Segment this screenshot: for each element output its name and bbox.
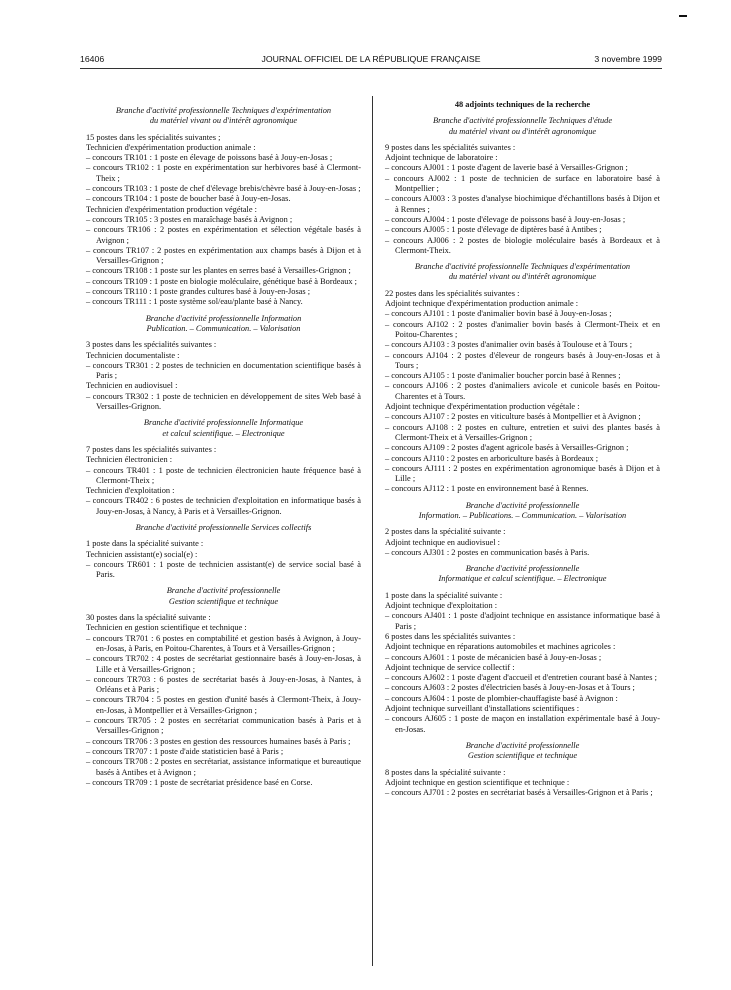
body-paragraph: Adjoint technique d'expérimentation production animale :	[385, 299, 579, 309]
body-paragraph: Adjoint technique de laboratoire :	[385, 153, 498, 163]
page-header	[80, 54, 662, 68]
body-paragraph: Technicien d'exploitation :	[86, 486, 175, 496]
branch-heading-line: Publication. – Communication. – Valorisation	[146, 323, 301, 333]
concours-item: – concours TR702 : 4 postes de secrétariat gestionnaire basés à Jouy-en-Josas, à Lille et à Versailles-Grignon ;	[86, 654, 361, 674]
page-number: 16406	[80, 54, 105, 64]
body-paragraph: Adjoint technique d'expérimentation production végétale :	[385, 402, 580, 412]
concours-item: – concours TR706 : 3 postes en gestion des ressources humaines basés à Paris ;	[86, 736, 351, 746]
body-paragraph: Adjoint technique en réparations automobiles et machines agricoles :	[385, 642, 616, 652]
concours-item: – concours AJ111 : 2 postes en expérimentation agronomique basés à Dijon et à Lille ;	[385, 463, 660, 484]
concours-item: – concours TR701 : 6 postes en comptabilité et gestion basés à Avignon, à Jouy-en-Josas, à Paris, en Poitou-Charentes, à Tours et à Versailles-Grignon ;	[86, 633, 361, 653]
body-paragraph: Technicien d'expérimentation production végétale :	[86, 204, 257, 214]
body-paragraph: 22 postes dans les spécialités suivantes :	[385, 288, 520, 298]
concours-item: – concours AJ103 : 3 postes d'animalier ovin basés à Toulouse et à Tours ;	[385, 340, 633, 350]
branch-heading	[385, 262, 660, 283]
concours-item: – concours TR110 : 1 poste grandes cultures basé à Jouy-en-Josas ;	[86, 287, 311, 297]
section-title: 48 adjoints techniques de la recherche	[454, 100, 591, 109]
concours-item: – concours AJ005 : 1 poste d'élevage de diptères basé à Antibes ;	[385, 225, 602, 235]
concours-item: – concours AJ601 : 1 poste de mécanicien basé à Jouy-en-Josas ;	[385, 652, 602, 662]
corner-mark	[679, 15, 687, 17]
branch-heading-line: Branche d'activité professionnelle Techniques d'étude	[432, 116, 613, 126]
concours-item: – concours AJ105 : 1 poste d'animalier boucher porcin basé à Rennes ;	[385, 371, 621, 381]
concours-item: – concours AJ301 : 2 postes en communication basés à Paris.	[385, 547, 590, 557]
concours-item: – concours TR301 : 2 postes de technicien en documentation scientifique basés à Paris ;	[86, 360, 361, 381]
concours-item: – concours TR101 : 1 poste en élevage de poissons basé à Jouy-en-Josas ;	[86, 153, 333, 163]
concours-item: – concours AJ603 : 2 postes d'électricien basés à Jouy-en-Josas et à Tours ;	[385, 683, 635, 693]
concours-item: – concours AJ604 : 1 poste de plombier-chauffagiste basé à Avignon :	[385, 693, 618, 703]
branch-heading-line: Branche d'activité professionnelle Techniques d'expérimentation	[115, 106, 332, 115]
concours-item: – concours TR709 : 1 poste de secrétariat présidence basé en Corse.	[86, 777, 313, 787]
branch-heading	[385, 564, 660, 585]
issue-date: 3 novembre 1999	[594, 54, 662, 64]
body-paragraph: 1 poste dans la spécialité suivante :	[86, 539, 204, 549]
concours-item: – concours TR703 : 6 postes de secrétariat basés à Jouy-en-Josas, à Nantes, à Orléans et à Paris ;	[86, 674, 361, 695]
column-divider	[372, 96, 373, 966]
body-paragraph: Technicien en gestion scientifique et technique :	[86, 623, 247, 633]
concours-item: – concours AJ002 : 1 poste de technicien de surface en laboratoire basé à Montpellier ;	[385, 173, 660, 194]
branch-heading	[86, 314, 361, 335]
concours-item: – concours AJ108 : 2 postes en culture, entretien et suivi des plantes basés à Clermont-Theix et à Versailles-Grignon ;	[385, 422, 660, 442]
concours-item: – concours TR705 : 2 postes en secrétariat communication basés à Paris et à Versailles-Grignon ;	[86, 716, 361, 736]
body-paragraph: 9 postes dans les spécialités suivantes :	[385, 142, 516, 152]
branch-heading-line: Information. – Publications. – Communication. – Valorisation	[418, 510, 627, 520]
body-paragraph: Adjoint technique d'exploitation :	[385, 601, 498, 611]
body-paragraph: Adjoint technique en gestion scientifique et technique :	[385, 777, 570, 787]
left-column	[86, 100, 361, 788]
concours-item: – concours AJ104 : 2 postes d'éleveur de rongeurs basés à Jouy-en-Josas et à Tours ;	[385, 350, 660, 370]
concours-item: – concours AJ006 : 2 postes de biologie moléculaire basés à Bordeaux et à Clermont-Theix.	[385, 235, 660, 255]
branch-heading-line: du matériel vivant ou d'intérêt agronomique	[149, 116, 298, 126]
branch-heading-line: Informatique et calcul scientifique. – Electronique	[438, 574, 607, 584]
body-paragraph: Technicien en audiovisuel :	[86, 381, 178, 391]
body-paragraph: Adjoint technique en audiovisuel :	[385, 537, 500, 547]
branch-heading-line: Branche d'activité professionnelle Informatique	[143, 418, 304, 428]
branch-heading-line: Gestion scientifique et technique	[467, 751, 578, 761]
concours-item: – concours TR704 : 5 postes en gestion d'unité basés à Clermont-Theix, à Jouy-en-Josas, à Montpellier et à Versailles-Grignon ;	[86, 695, 361, 715]
branch-heading-line: Branche d'activité professionnelle	[465, 564, 580, 574]
body-paragraph: 3 postes dans les spécialités suivantes :	[86, 340, 217, 350]
concours-item: – concours AJ602 : 1 poste d'agent d'accueil et d'entretien courant basé à Nantes ;	[385, 673, 657, 683]
concours-item: – concours AJ109 : 2 postes d'agent agricole basés à Versailles-Grignon ;	[385, 443, 629, 453]
concours-item: – concours TR302 : 1 poste de technicien en développement de sites Web basé à Versailles-Grignon.	[86, 391, 361, 412]
body-paragraph: Technicien électronicien :	[86, 455, 173, 465]
concours-item: – concours TR106 : 2 postes en expérimentation et sélection végétale basés à Avignon ;	[86, 225, 361, 245]
journal-title: JOURNAL OFFICIEL DE LA RÉPUBLIQUE FRANÇAISE	[261, 54, 481, 64]
concours-item: – concours TR401 : 1 poste de technicien électronicien haute fréquence basé à Clermont-Theix ;	[86, 465, 361, 485]
concours-item: – concours TR402 : 6 postes de technicien d'exploitation en informatique basés à Jouy-en-Josas, à Nancy, à Paris et à Versailles-Grignon.	[86, 496, 361, 516]
concours-item: – concours TR111 : 1 poste système sol/eau/plante basé à Nancy.	[86, 297, 303, 307]
concours-item: – concours AJ003 : 3 postes d'analyse biochimique d'échantillons basés à Dijon et à Rennes ;	[385, 194, 660, 214]
body-paragraph: Technicien d'expérimentation production animale :	[86, 142, 256, 152]
concours-item: – concours TR109 : 1 poste en biologie moléculaire, génétique basé à Bordeaux ;	[86, 276, 357, 286]
branch-heading-line: Branche d'activité professionnelle	[465, 740, 580, 750]
concours-item: – concours AJ102 : 2 postes d'animalier bovin basés à Clermont-Theix et en Poitou-Charentes ;	[385, 319, 660, 339]
body-paragraph: 6 postes dans les spécialités suivantes :	[385, 631, 516, 641]
branch-heading-line: et calcul scientifique. – Electronique	[162, 428, 285, 438]
header-rule	[80, 68, 662, 69]
concours-item: – concours AJ605 : 1 poste de maçon en installation expérimentale basé à Jouy-en-Josas.	[385, 714, 660, 734]
concours-item: – concours AJ701 : 2 postes en secrétariat basés à Versailles-Grignon et à Paris ;	[385, 788, 653, 798]
concours-item: – concours TR104 : 1 poste de boucher basé à Jouy-en-Josas.	[86, 194, 291, 204]
concours-item: – concours TR707 : 1 poste d'aide statisticien basé à Paris ;	[86, 746, 284, 756]
branch-heading-line: du matériel vivant ou d'intérêt agronomique	[448, 272, 597, 282]
concours-item: – concours AJ004 : 1 poste d'élevage de poissons basé à Jouy-en-Josas ;	[385, 214, 626, 224]
branch-heading-line: Branche d'activité professionnelle Information	[145, 313, 302, 323]
concours-item: – concours TR105 : 3 postes en maraîchage basés à Avignon ;	[86, 214, 293, 224]
branch-heading-line: Branche d'activité professionnelle Services collectifs	[135, 522, 312, 532]
body-paragraph: Adjoint technique surveillant d'installations scientifiques :	[385, 704, 580, 714]
concours-item: – concours AJ401 : 1 poste d'adjoint technique en assistance informatique basé à Paris ;	[385, 611, 660, 631]
branch-heading	[86, 106, 361, 127]
body-paragraph: Technicien assistant(e) social(e) :	[86, 549, 198, 559]
concours-item: – concours TR708 : 2 postes en secrétariat, assistance informatique et bureautique basés à Antibes et à Avignon ;	[86, 757, 361, 777]
concours-item: – concours TR102 : 1 poste en expérimentation sur herbivores basé à Clermont-Theix ;	[86, 163, 361, 183]
concours-item: – concours AJ106 : 2 postes d'animaliers avicole et cunicole basés en Poitou-Charentes et à Tours.	[385, 381, 660, 401]
body-paragraph: 8 postes dans la spécialité suivante :	[385, 767, 506, 777]
body-paragraph: 1 poste dans la spécialité suivante :	[385, 590, 503, 600]
concours-item: – concours AJ107 : 2 postes en viticulture basés à Montpellier et à Avignon ;	[385, 412, 641, 422]
branch-heading-line: Branche d'activité professionnelle Techniques d'expérimentation	[414, 262, 631, 272]
concours-item: – concours AJ112 : 1 poste en environnement basé à Rennes.	[385, 484, 589, 494]
branch-heading	[86, 418, 361, 439]
branch-heading-line: Gestion scientifique et technique	[168, 596, 279, 606]
concours-item: – concours TR103 : 1 poste de chef d'élevage brebis/chèvre basé à Jouy-en-Josas ;	[86, 184, 361, 194]
body-paragraph: 30 postes dans la spécialité suivante :	[86, 613, 211, 623]
concours-item: – concours AJ101 : 1 poste d'animalier bovin basé à Jouy-en-Josas ;	[385, 309, 612, 319]
concours-item: – concours TR601 : 1 poste de technicien assistant(e) de service social basé à Paris.	[86, 559, 361, 580]
branch-heading	[385, 501, 660, 522]
body-paragraph: Technicien documentaliste :	[86, 350, 180, 360]
branch-heading	[385, 116, 660, 137]
body-paragraph: 7 postes dans les spécialités suivantes :	[86, 444, 217, 454]
concours-item: – concours AJ110 : 2 postes en arboriculture basés à Bordeaux ;	[385, 453, 599, 463]
concours-item: – concours AJ001 : 1 poste d'agent de laverie basé à Versailles-Grignon ;	[385, 163, 628, 173]
branch-heading-line: Branche d'activité professionnelle	[465, 500, 580, 510]
body-paragraph: Adjoint technique de service collectif :	[385, 662, 515, 672]
concours-item: – concours TR108 : 1 poste sur les plantes en serres basé à Versailles-Grignon ;	[86, 266, 351, 276]
branch-heading-line: du matériel vivant ou d'intérêt agronomique	[448, 126, 597, 136]
concours-item: – concours TR107 : 2 postes en expérimentation aux champs basés à Dijon et à Versailles-Grignon ;	[86, 245, 361, 266]
branch-heading	[86, 586, 361, 607]
body-paragraph: 15 postes dans les spécialités suivantes ;	[86, 132, 221, 142]
branch-heading-line: Branche d'activité professionnelle	[166, 586, 281, 596]
body-paragraph: 2 postes dans la spécialité suivante :	[385, 527, 506, 537]
branch-heading	[86, 523, 361, 533]
branch-heading	[385, 741, 660, 762]
right-column	[385, 100, 660, 798]
